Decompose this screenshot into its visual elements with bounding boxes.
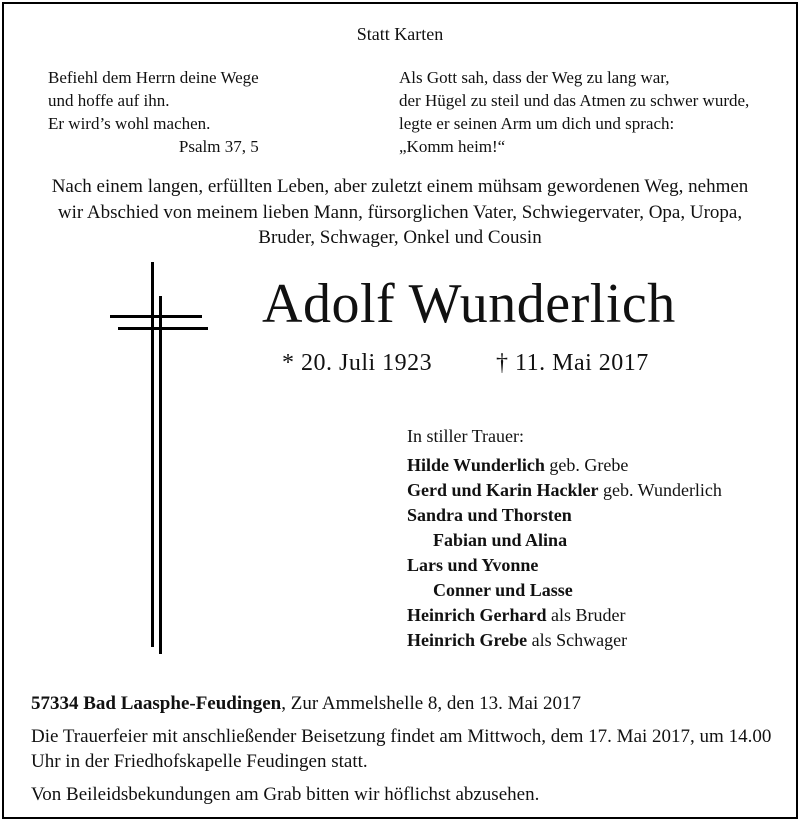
mourner-name: Heinrich Gerhard: [407, 605, 547, 625]
poem-line: legte er seinen Arm um dich und sprach:: [399, 114, 675, 133]
bible-verse: [48, 66, 259, 158]
mourner-name: Heinrich Grebe: [407, 630, 528, 650]
verse-line: Er wird’s wohl machen.: [48, 114, 211, 133]
mourner-name: Hilde Wunderlich: [407, 455, 545, 475]
mourner-row: [407, 578, 722, 603]
birth-date: * 20. Juli 1923: [282, 350, 433, 376]
verse-reference: Psalm 37, 5: [178, 137, 259, 156]
mourner-note: als Schwager: [527, 630, 628, 650]
intro-line: Nach einem langen, erfüllten Leben, aber zuletzt einem mühsam gewordenen Weg, nehmen: [51, 176, 749, 197]
death-date: † 11. Mai 2017: [496, 350, 649, 376]
poem-line: der Hügel zu steil und das Atmen zu schwer wurde,: [399, 91, 750, 110]
mourner-note: geb. Wunderlich: [598, 480, 722, 500]
obituary-card: [2, 2, 798, 819]
mourners-list: [407, 424, 722, 653]
funeral-info: Die Trauerfeier mit anschließender Beisetzung findet am Mittwoch, dem 17. Mai 2017, um 14.00 Uhr in der Friedhofskapelle Feudingen statt.: [31, 726, 772, 772]
deceased-name: Adolf Wunderlich: [262, 273, 676, 335]
cross-horizontal-line: [110, 315, 202, 318]
poem-line: „Komm heim!“: [399, 137, 506, 156]
mourner-note: als Bruder: [546, 605, 626, 625]
mourner-row: [407, 553, 722, 578]
cross-vertical-line: [151, 262, 154, 647]
mourner-name: Lars und Yvonne: [407, 555, 539, 575]
poem-line: Als Gott sah, dass der Weg zu lang war,: [399, 68, 670, 87]
verse-line: und hoffe auf ihn.: [48, 91, 170, 110]
mourner-note: geb. Grebe: [544, 455, 629, 475]
mourner-name: Conner und Lasse: [433, 580, 573, 600]
poem: [399, 66, 749, 158]
mourner-row: [407, 453, 722, 478]
mourner-name: Gerd und Karin Hackler: [407, 480, 599, 500]
intro-text: [4, 174, 796, 251]
verse-line: Befiehl dem Herrn deine Wege: [48, 68, 259, 87]
mourner-row: [407, 603, 722, 628]
mourner-row: [407, 478, 722, 503]
mourner-row: [407, 503, 722, 528]
mourners-heading: In stiller Trauer:: [407, 426, 524, 446]
address-line: [31, 691, 773, 716]
header-title: Statt Karten: [356, 24, 444, 44]
mourner-row: [407, 628, 722, 653]
intro-line: wir Abschied von meinem lieben Mann, fürsorglichen Vater, Schwiegervater, Opa, Uropa,: [57, 201, 743, 223]
condolence-request: Von Beileidsbekundungen am Grab bitten wir höflichst abzusehen.: [31, 784, 540, 805]
cross-horizontal-line: [118, 327, 208, 330]
footer: [31, 691, 773, 807]
intro-line: Bruder, Schwager, Onkel und Cousin: [258, 227, 542, 248]
address-details: , Zur Ammelshelle 8, den 13. Mai 2017: [281, 693, 581, 714]
mourner-name: Fabian und Alina: [433, 530, 568, 550]
mourner-name: Sandra und Thorsten: [407, 505, 572, 525]
cross-vertical-line: [159, 296, 162, 654]
address-city: 57334 Bad Laasphe-Feudingen: [31, 693, 282, 714]
mourner-row: [407, 528, 722, 553]
